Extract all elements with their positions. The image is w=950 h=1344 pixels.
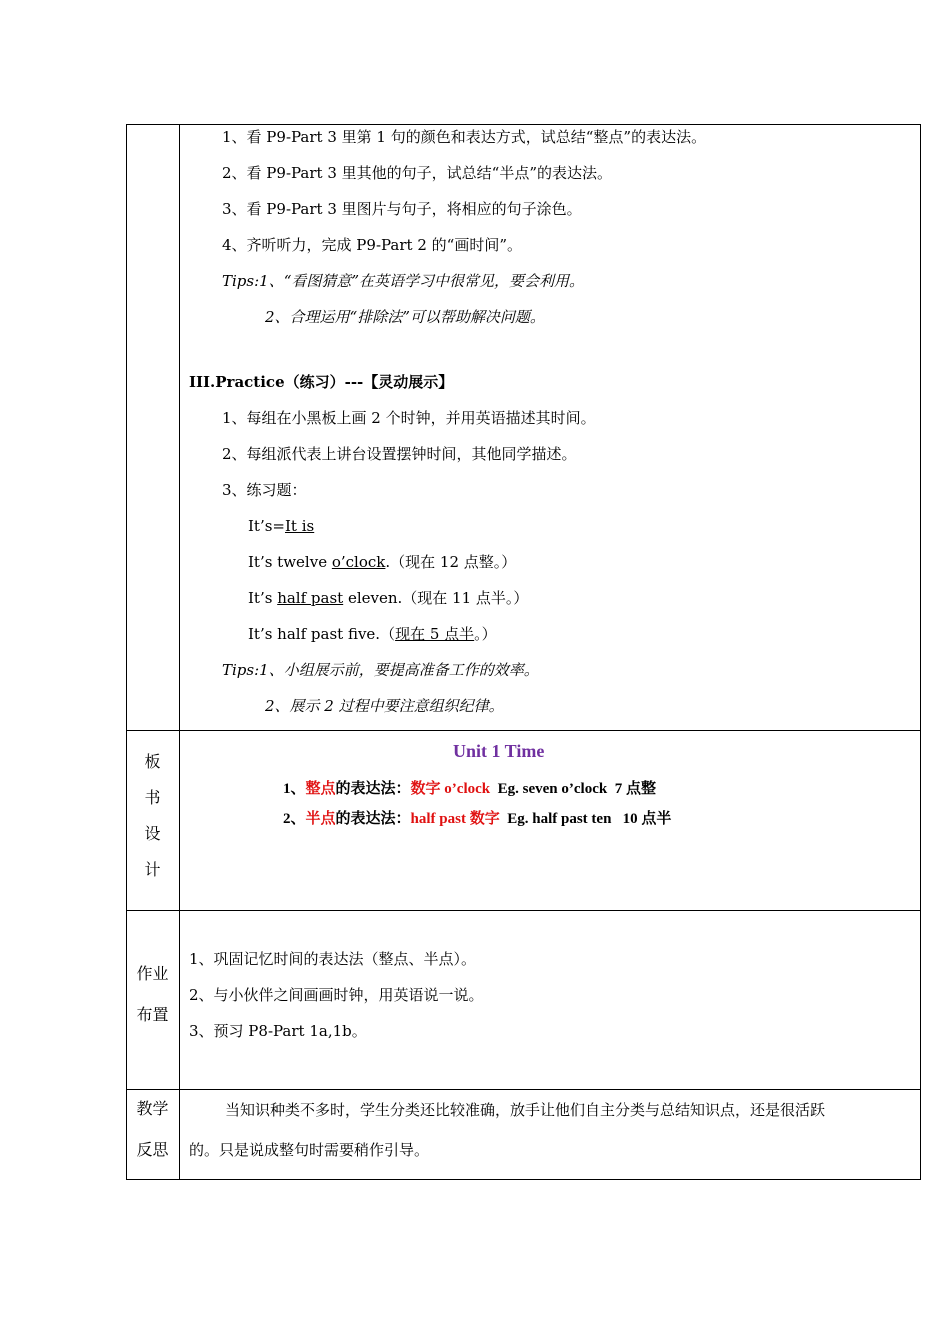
- reflection-label: 反思: [136, 1140, 169, 1159]
- reflection-text: 当知识种类不多时，学生分类还比较准确，放手让他们自主分类与总结知识点，还是很活跃: [225, 1101, 826, 1119]
- board-line-2: [283, 807, 671, 828]
- practice-item: 2、每组派代表上讲台设置摆钟时间，其他同学描述。: [222, 445, 577, 463]
- exercise-line: [248, 552, 516, 572]
- tips-line: Tips:1、小组展示前，要提高准备工作的效率。: [222, 661, 539, 679]
- tips-line: 2、合理运用“排除法”可以帮助解决问题。: [265, 308, 545, 326]
- board-keyword: 整点: [305, 781, 336, 797]
- table-column-divider: [179, 124, 180, 1180]
- table-right-border: [920, 124, 921, 1180]
- table-row-divider: [126, 1089, 921, 1090]
- board-num: 1、: [283, 781, 306, 797]
- exercise-text: 。）: [474, 625, 497, 643]
- practice-item: 3、练习题：: [222, 481, 307, 499]
- homework-item: 2、与小伙伴之间画画时钟，用英语说一说。: [189, 986, 484, 1004]
- exercise-answer: o’clock: [331, 553, 386, 571]
- table-row-divider: [126, 910, 921, 911]
- step-item: 2、看 P9-Part 3 里其他的句子，试总结“半点”的表达法。: [222, 164, 612, 182]
- board-example: Eg. half past ten 10 点半: [499, 811, 672, 827]
- homework-item: 1、巩固记忆时间的表达法（整点、半点）。: [189, 950, 477, 968]
- tips-line: Tips:1、“看图猜意”在英语学习中很常见，要会利用。: [222, 272, 585, 290]
- exercise-text: It’s twelve: [248, 553, 332, 571]
- reflection-text: 的。只是说成整句时需要稍作引导。: [189, 1141, 430, 1159]
- exercise-text: It’s half past five.（: [248, 625, 396, 643]
- board-text: 的表达法：: [335, 781, 411, 797]
- exercise-text: .（现在 12 点整。）: [385, 553, 517, 571]
- board-line-1: [283, 777, 656, 798]
- step-item: 3、看 P9-Part 3 里图片与句子，将相应的句子涂色。: [222, 200, 582, 218]
- board-num: 2、: [283, 811, 306, 827]
- board-formula: half past 数字: [410, 811, 500, 827]
- exercise-text: It’s=: [248, 517, 285, 535]
- homework-label: 布置: [136, 1005, 169, 1024]
- tips-line: 2、展示 2 过程中要注意组织纪律。: [265, 697, 504, 715]
- exercise-line: [248, 588, 528, 608]
- board-label-char: 计: [144, 860, 161, 879]
- board-label-char: 设: [144, 824, 161, 843]
- table-row-divider: [126, 730, 921, 731]
- step-item: 1、看 P9-Part 3 里第 1 句的颜色和表达方式，试总结“整点”的表达法。: [222, 128, 707, 146]
- reflection-label: 教学: [136, 1099, 169, 1118]
- practice-item: 1、每组在小黑板上画 2 个时钟，并用英语描述其时间。: [222, 409, 596, 427]
- exercise-line: [248, 516, 314, 536]
- homework-label: 作业: [136, 964, 169, 983]
- table-bottom-border: [126, 1179, 921, 1180]
- board-label-char: 板: [144, 752, 161, 771]
- exercise-text: eleven.（现在 11 点半。）: [343, 589, 529, 607]
- exercise-answer: half past: [277, 589, 344, 607]
- homework-item: 3、预习 P8-Part 1a,1b。: [189, 1022, 367, 1040]
- board-example: Eg. seven o’clock 7 点整: [490, 781, 656, 797]
- board-label-char: 书: [144, 788, 161, 807]
- board-keyword: 半点: [305, 811, 336, 827]
- board-title: Unit 1 Time: [453, 741, 545, 761]
- exercise-answer: It is: [285, 517, 315, 535]
- exercise-answer: 现在 5 点半: [395, 625, 475, 643]
- step-item: 4、齐听听力，完成 P9-Part 2 的“画时间”。: [222, 236, 522, 254]
- board-text: 的表达法：: [335, 811, 411, 827]
- exercise-text: It’s: [248, 589, 278, 607]
- board-formula: 数字 o’clock: [410, 781, 491, 797]
- practice-heading: III.Practice（练习）---【灵动展示】: [189, 373, 454, 391]
- exercise-line: [248, 624, 497, 644]
- table-top-border: [126, 124, 921, 125]
